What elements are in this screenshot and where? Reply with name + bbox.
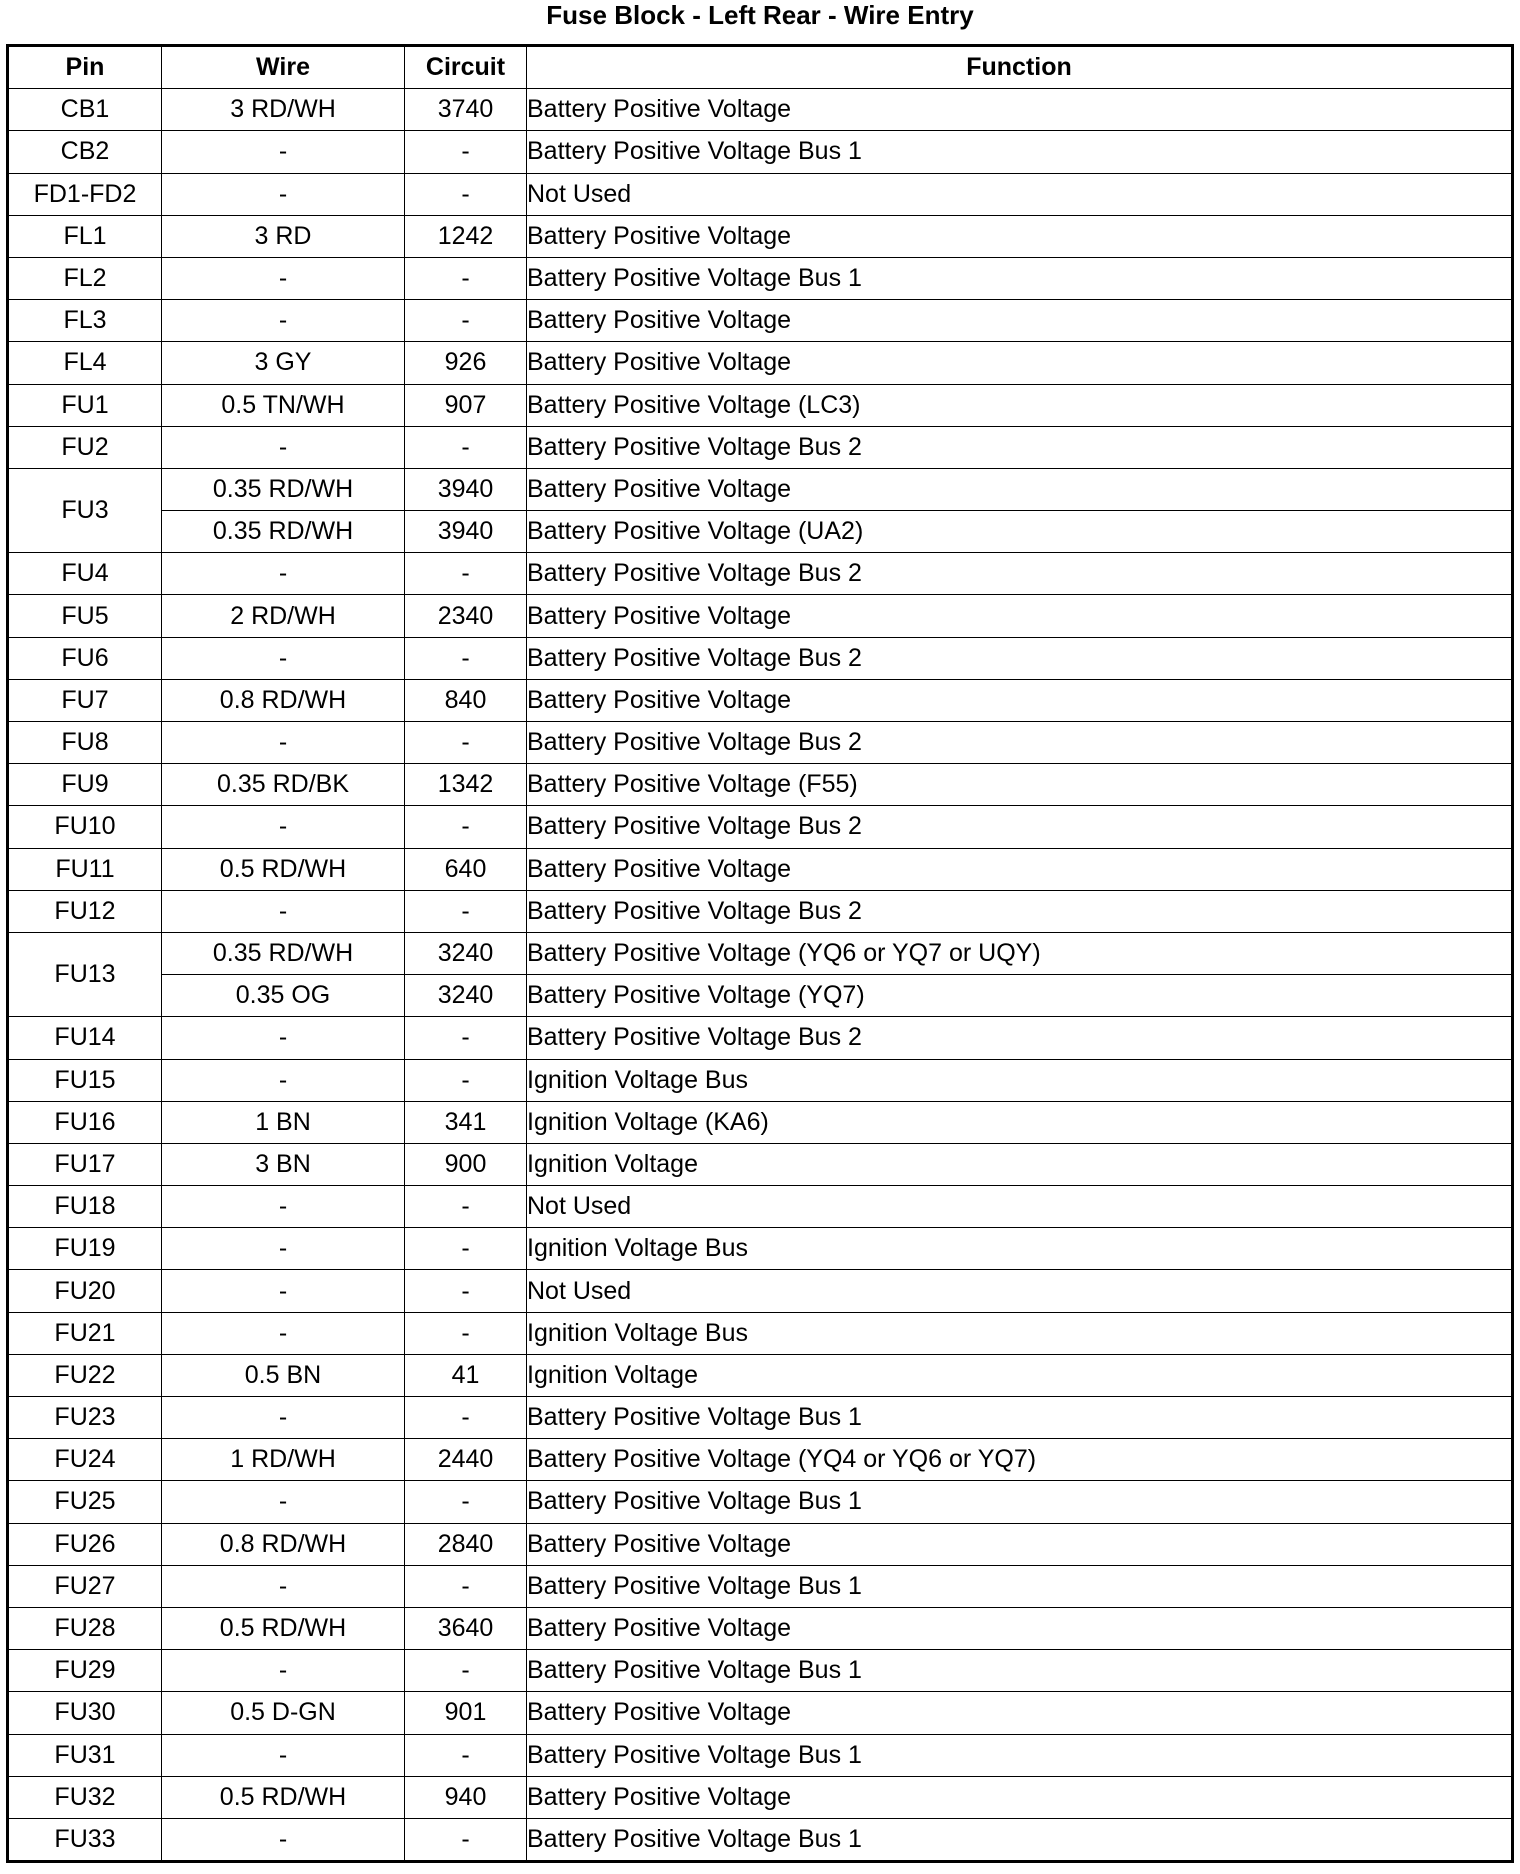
wire-cell: - [162,722,405,764]
function-cell: Battery Positive Voltage [527,342,1513,384]
pin-cell: FU30 [8,1692,162,1734]
pin-cell: FU26 [8,1523,162,1565]
table-row [8,1734,1513,1776]
pin-cell: CB1 [8,89,162,131]
wire-cell: - [162,1397,405,1439]
function-cell: Battery Positive Voltage [527,300,1513,342]
function-cell: Battery Positive Voltage Bus 2 [527,553,1513,595]
function-cell: Battery Positive Voltage Bus 1 [527,257,1513,299]
pin-cell: FU2 [8,426,162,468]
function-cell: Battery Positive Voltage (YQ6 or YQ7 or UQY) [527,932,1513,974]
pin-cell: FU22 [8,1354,162,1396]
function-cell: Battery Positive Voltage Bus 1 [527,1481,1513,1523]
pin-cell: FU15 [8,1059,162,1101]
wire-cell: 1 BN [162,1101,405,1143]
pin-cell: FU11 [8,848,162,890]
table-row [8,975,1513,1017]
function-cell: Battery Positive Voltage (YQ4 or YQ6 or YQ7) [527,1439,1513,1481]
function-cell: Battery Positive Voltage (YQ7) [527,975,1513,1017]
pin-cell: FU19 [8,1228,162,1270]
wire-cell: 3 RD/WH [162,89,405,131]
function-cell: Battery Positive Voltage [527,848,1513,890]
table-row [8,384,1513,426]
pin-cell: FU24 [8,1439,162,1481]
wire-cell: - [162,1565,405,1607]
function-cell: Battery Positive Voltage [527,215,1513,257]
table-row [8,1017,1513,1059]
wire-cell: 3 BN [162,1143,405,1185]
circuit-cell: - [405,806,527,848]
pin-cell: FU31 [8,1734,162,1776]
wire-cell: 0.5 RD/WH [162,1776,405,1818]
wire-cell: 2 RD/WH [162,595,405,637]
wire-cell: 0.35 RD/WH [162,511,405,553]
pin-cell: CB2 [8,131,162,173]
wire-cell: - [162,806,405,848]
pin-cell: FU20 [8,1270,162,1312]
table-row [8,1354,1513,1396]
circuit-cell: - [405,131,527,173]
pin-cell: FL1 [8,215,162,257]
table-row [8,1692,1513,1734]
function-cell: Battery Positive Voltage Bus 1 [527,1397,1513,1439]
circuit-cell: - [405,300,527,342]
circuit-cell: 840 [405,679,527,721]
wire-cell: - [162,173,405,215]
pin-cell: FL4 [8,342,162,384]
pin-cell: FL3 [8,300,162,342]
circuit-cell: - [405,173,527,215]
wire-cell: - [162,1734,405,1776]
table-row [8,637,1513,679]
pin-cell: FU21 [8,1312,162,1354]
table-row [8,173,1513,215]
pin-cell: FU3 [8,468,162,552]
circuit-cell: 1242 [405,215,527,257]
circuit-cell: - [405,553,527,595]
pin-cell: FU29 [8,1650,162,1692]
circuit-cell: 1342 [405,764,527,806]
table-row [8,511,1513,553]
circuit-cell: 900 [405,1143,527,1185]
function-cell: Battery Positive Voltage Bus 1 [527,1565,1513,1607]
table-row [8,300,1513,342]
pin-cell: FU8 [8,722,162,764]
table-row [8,1776,1513,1818]
circuit-cell: - [405,1186,527,1228]
circuit-cell: 907 [405,384,527,426]
header-function: Function [527,46,1513,89]
header-circuit: Circuit [405,46,527,89]
pin-cell: FU33 [8,1818,162,1861]
function-cell: Battery Positive Voltage Bus 2 [527,426,1513,468]
function-cell: Battery Positive Voltage Bus 2 [527,1017,1513,1059]
circuit-cell: - [405,637,527,679]
wire-cell: 0.35 RD/WH [162,468,405,510]
function-cell: Battery Positive Voltage (UA2) [527,511,1513,553]
wire-cell: 0.5 RD/WH [162,1607,405,1649]
function-cell: Battery Positive Voltage [527,1523,1513,1565]
page-title: Fuse Block - Left Rear - Wire Entry [546,0,974,30]
function-cell: Ignition Voltage Bus [527,1228,1513,1270]
circuit-cell: - [405,1059,527,1101]
function-cell: Battery Positive Voltage (F55) [527,764,1513,806]
wire-cell: 0.35 OG [162,975,405,1017]
function-cell: Battery Positive Voltage Bus 1 [527,1650,1513,1692]
function-cell: Battery Positive Voltage [527,1607,1513,1649]
circuit-cell: - [405,1734,527,1776]
circuit-cell: 341 [405,1101,527,1143]
pin-cell: FU16 [8,1101,162,1143]
function-cell: Not Used [527,1186,1513,1228]
circuit-cell: 2840 [405,1523,527,1565]
function-cell: Ignition Voltage (KA6) [527,1101,1513,1143]
circuit-cell: - [405,1017,527,1059]
wire-cell: 0.35 RD/BK [162,764,405,806]
circuit-cell: 3940 [405,511,527,553]
wire-cell: - [162,1818,405,1861]
circuit-cell: - [405,257,527,299]
table-row [8,1818,1513,1861]
wire-cell: - [162,300,405,342]
pin-cell: FU5 [8,595,162,637]
circuit-cell: - [405,426,527,468]
wire-cell: - [162,1481,405,1523]
table-row [8,426,1513,468]
wire-cell: - [162,1270,405,1312]
wire-cell: 1 RD/WH [162,1439,405,1481]
table-body [8,89,1513,1862]
circuit-cell: - [405,1397,527,1439]
function-cell: Battery Positive Voltage Bus 2 [527,722,1513,764]
function-cell: Battery Positive Voltage (LC3) [527,384,1513,426]
circuit-cell: - [405,722,527,764]
wire-cell: - [162,1059,405,1101]
table-row [8,722,1513,764]
function-cell: Ignition Voltage [527,1354,1513,1396]
table-row [8,1565,1513,1607]
circuit-cell: 3740 [405,89,527,131]
circuit-cell: 2440 [405,1439,527,1481]
table-row [8,1607,1513,1649]
circuit-cell: 901 [405,1692,527,1734]
circuit-cell: 926 [405,342,527,384]
wire-cell: 0.35 RD/WH [162,932,405,974]
function-cell: Battery Positive Voltage Bus 1 [527,131,1513,173]
pin-cell: FL2 [8,257,162,299]
circuit-cell: - [405,1650,527,1692]
wire-cell: 0.8 RD/WH [162,679,405,721]
function-cell: Battery Positive Voltage [527,468,1513,510]
pin-cell: FU4 [8,553,162,595]
table-row [8,806,1513,848]
function-cell: Ignition Voltage Bus [527,1059,1513,1101]
table-row [8,342,1513,384]
wire-cell: - [162,890,405,932]
function-cell: Battery Positive Voltage Bus 2 [527,890,1513,932]
table-row [8,595,1513,637]
wire-cell: 0.5 D-GN [162,1692,405,1734]
table-row [8,1270,1513,1312]
wire-cell: 3 GY [162,342,405,384]
circuit-cell: 940 [405,1776,527,1818]
table-row [8,1481,1513,1523]
wire-cell: - [162,1228,405,1270]
table-row [8,1312,1513,1354]
wire-cell: - [162,1017,405,1059]
circuit-cell: - [405,1818,527,1861]
pin-cell: FU14 [8,1017,162,1059]
function-cell: Not Used [527,1270,1513,1312]
circuit-cell: 3640 [405,1607,527,1649]
function-cell: Battery Positive Voltage Bus 1 [527,1818,1513,1861]
header-row [8,46,1513,89]
wire-cell: - [162,1312,405,1354]
function-cell: Ignition Voltage Bus [527,1312,1513,1354]
table-row [8,932,1513,974]
table-row [8,1186,1513,1228]
function-cell: Battery Positive Voltage [527,1776,1513,1818]
pin-cell: FU25 [8,1481,162,1523]
circuit-cell: 2340 [405,595,527,637]
table-row [8,1143,1513,1185]
pin-cell: FU18 [8,1186,162,1228]
wire-cell: - [162,553,405,595]
function-cell: Battery Positive Voltage Bus 2 [527,637,1513,679]
circuit-cell: - [405,1228,527,1270]
function-cell: Battery Positive Voltage [527,679,1513,721]
pin-cell: FU32 [8,1776,162,1818]
table-row [8,1523,1513,1565]
pin-cell: FU6 [8,637,162,679]
circuit-cell: - [405,1312,527,1354]
circuit-cell: 3240 [405,975,527,1017]
header-wire: Wire [162,46,405,89]
table-row [8,1101,1513,1143]
pin-cell: FU10 [8,806,162,848]
function-cell: Battery Positive Voltage [527,89,1513,131]
wire-cell: 0.5 BN [162,1354,405,1396]
pin-cell: FD1-FD2 [8,173,162,215]
table-row [8,131,1513,173]
table-row [8,215,1513,257]
circuit-cell: 640 [405,848,527,890]
table-row [8,1059,1513,1101]
wire-cell: 0.5 TN/WH [162,384,405,426]
wire-cell: - [162,1186,405,1228]
function-cell: Not Used [527,173,1513,215]
circuit-cell: - [405,1565,527,1607]
pin-cell: FU23 [8,1397,162,1439]
table-row [8,890,1513,932]
circuit-cell: - [405,1481,527,1523]
function-cell: Battery Positive Voltage Bus 2 [527,806,1513,848]
table-row [8,1439,1513,1481]
wire-cell: 0.5 RD/WH [162,848,405,890]
table-row [8,257,1513,299]
pin-cell: FU9 [8,764,162,806]
table-row [8,468,1513,510]
wire-cell: - [162,637,405,679]
function-cell: Battery Positive Voltage [527,1692,1513,1734]
pin-cell: FU13 [8,932,162,1016]
header-pin: Pin [8,46,162,89]
function-cell: Ignition Voltage [527,1143,1513,1185]
pin-cell: FU17 [8,1143,162,1185]
function-cell: Battery Positive Voltage [527,595,1513,637]
table-row [8,848,1513,890]
table-row [8,764,1513,806]
table-row [8,89,1513,131]
wire-cell: 3 RD [162,215,405,257]
table-row [8,1228,1513,1270]
wire-cell: - [162,426,405,468]
table-row [8,1397,1513,1439]
pin-cell: FU28 [8,1607,162,1649]
wire-cell: - [162,1650,405,1692]
circuit-cell: - [405,890,527,932]
table-row [8,679,1513,721]
circuit-cell: - [405,1270,527,1312]
wire-cell: 0.8 RD/WH [162,1523,405,1565]
pin-cell: FU1 [8,384,162,426]
circuit-cell: 41 [405,1354,527,1396]
wire-cell: - [162,257,405,299]
circuit-cell: 3940 [405,468,527,510]
pin-cell: FU27 [8,1565,162,1607]
table-row [8,553,1513,595]
pinout-table [6,44,1514,1863]
circuit-cell: 3240 [405,932,527,974]
pin-cell: FU7 [8,679,162,721]
wire-cell: - [162,131,405,173]
pin-cell: FU12 [8,890,162,932]
table-row [8,1650,1513,1692]
function-cell: Battery Positive Voltage Bus 1 [527,1734,1513,1776]
